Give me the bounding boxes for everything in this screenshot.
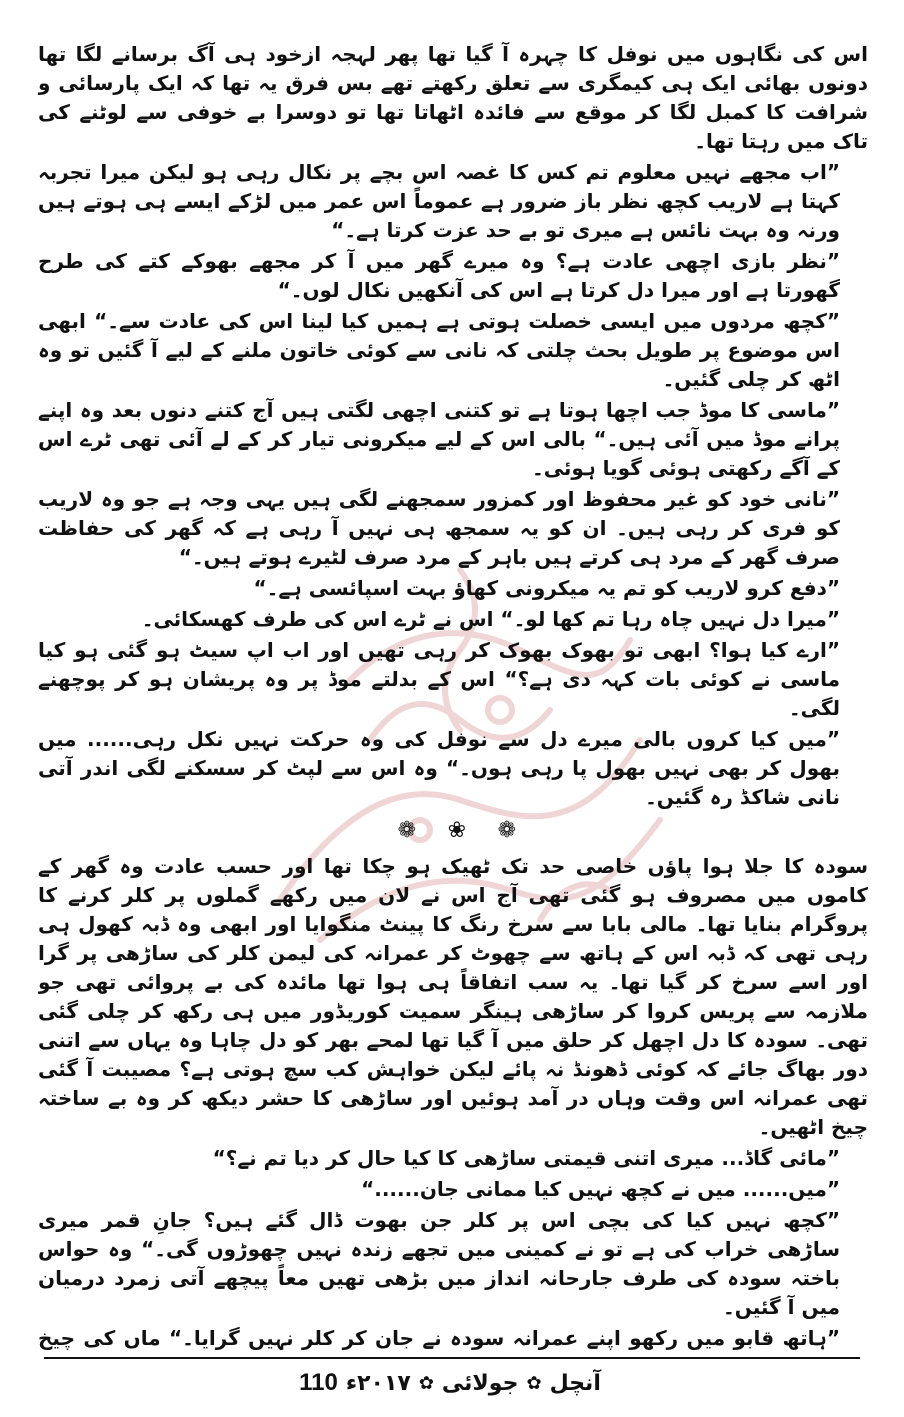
page-number: 110 — [299, 1369, 338, 1396]
paragraph: ”اب مجھے نہیں معلوم تم کس کا غصہ اس بچے پر نکال رہی ہو لیکن میرا تجربہ کہتا ہے لاریب کچھ نظر باز ضرور ہے عموماً اس عمر میں لڑکے ایسے ہی ہوتے ہیں ورنہ وہ بہت نائس ہے میری تو بے حد عزت کرتا ہے۔“ — [38, 160, 840, 242]
paragraph: ”میں کیا کروں بالی میرے دل سے نوفل کی وہ حرکت نہیں نکل رہی...... میں بھول کر بھی نہیں بھول پا رہی ہوں۔“ وہ اس سے لپٹ کر سسکنے لگی اندر آتی نانی شاکڈ رہ گئیں۔ — [38, 727, 840, 809]
paragraph: ”نانی خود کو غیر محفوظ اور کمزور سمجھنے لگی ہیں یہی وجہ ہے جو وہ لاریب کو فری کر رہی ہیں۔ ان کو یہ سمجھ ہی نہیں آ رہی ہے کہ گھر کی حفاظت صرف گھر کے مرد ہی کرتے ہیں باہر کے مرد صرف لٹیرے ہوتے ہیں۔“ — [38, 487, 840, 569]
flower-ornament-icon: ❁ — [497, 818, 516, 843]
paragraph: ”مائی گاڈ... میری اتنی قیمتی ساڑھی کا کیا حال کر دیا تم نے؟“ — [212, 1146, 840, 1170]
article-body — [38, 40, 868, 1355]
footer-rule — [44, 1357, 860, 1359]
paragraph: ”ماسی کا موڈ جب اچھا ہوتا ہے تو کتنی اچھی لگتی ہیں آج کتنے دنوں بعد وہ اپنے پرانے موڈ میں آئی ہیں۔“ بالی اس کے لیے میکرونی تیار کر کے لے آئی تھی ٹرے اس کے آگے رکھتی ہوئی گویا ہوئی۔ — [38, 398, 840, 480]
paragraph: اس کی نگاہوں میں نوفل کا چہرہ آ گیا تھا پھر لہجہ ازخود ہی آگ برسانے لگا تھا دونوں بھائی ایک ہی کیمگری سے تعلق رکھتے تھے بس فرق یہ تھا کہ ایک پارسائی و شرافت کا کمبل لگا کر موقع سے فائدہ اٹھاتا تھا تو دوسرا بے خوفی سے لوٹنے کی تاک میں رہتا تھا۔ — [38, 42, 868, 153]
paragraph: ”دفع کرو لاریب کو تم یہ میکرونی کھاؤ بہت اسپائسی ہے۔“ — [253, 576, 840, 600]
paragraph: سودہ کا جلا ہوا پاؤں خاصی حد تک ٹھیک ہو چکا تھا اور حسب عادت وہ گھر کے کاموں میں مصروف ہو گئی تھی آج اس نے لان میں رکھے گملوں پر کلر کرنے کا پروگرام بنایا تھا۔ مالی بابا سے سرخ رنگ کا پینٹ منگوایا اور ابھی وہ ڈبہ کھول ہی رہی تھی کہ ڈبہ اس کے ہاتھ سے چھوٹ کر عمرانہ کی لیمن کلر کی ساڑھی پر گرا اور اسے سرخ کر گیا تھا۔ یہ سب اتفاقاً ہی ہوا تھا مائدہ کی بے پروائی تھی جو ملازمہ سے پریس کروا کر ساڑھی ہینگر سمیت کوریڈور میں ہی رکھ کر چلی گئی تھی۔ سودہ کا دل اچھل کر حلق میں آ گیا تھا لمحے بھر کو دل چاہا وہ یہاں سے اتنی دور بھاگ جائے کہ کوئی ڈھونڈ نہ پائے لیکن خواہش کب سچ ہوتی ہے؟ مصیبت آ گئی تھی عمرانہ اس وقت وہاں در آمد ہوئیں اور ساڑھی کا حشر دیکھ کر وہ بے ساختہ چیخ اٹھیں۔ — [38, 854, 868, 1139]
paragraph: ”کچھ مردوں میں ایسی خصلت ہوتی ہے ہمیں کیا لینا اس کی عادت سے۔“ ابھی اس موضوع پر طویل بحث چلتی کہ نانی سے کوئی خاتون ملنے کے لیے آ گئیں تو وہ اٹھ کر چلی گئیں۔ — [38, 309, 840, 391]
paragraph: ”ہاتھ قابو میں رکھو اپنے عمرانہ سودہ نے جان کر کلر نہیں گرایا۔“ ماں کی چیخ — [38, 1326, 840, 1350]
paragraph: ”میرا دل نہیں چاہ رہا تم کھا لو۔“ اس نے ٹرے اس کی طرف کھسکائی۔ — [141, 607, 840, 631]
section-break-ornament — [38, 818, 868, 844]
flower-ornament-icon: ❀ — [447, 818, 466, 843]
page-footer — [240, 1366, 660, 1400]
paragraph: ”ارے کیا ہوا؟ ابھی تو بھوک بھوک کر رہی تھیں اور اب اپ سیٹ ہو گئی ہو کیا ماسی نے کوئی بات کہہ دی ہے؟“ اس کے بدلتے موڈ پر وہ پریشان ہو کر پوچھنے لگی۔ — [38, 638, 840, 720]
magazine-name: آنچل — [549, 1370, 601, 1396]
footer-month: جولائی — [441, 1370, 519, 1396]
flower-icon: ✿ — [418, 1372, 434, 1394]
flower-icon: ✿ — [526, 1372, 542, 1394]
paragraph: ”نظر بازی اچھی عادت ہے؟ وہ میرے گھر میں آ کر مجھے بھوکے کتے کی طرح گھورتا ہے اور میرا دل کرتا ہے اس کی آنکھیں نکال لوں۔“ — [38, 249, 840, 302]
paragraph: ”میں...... میں نے کچھ نہیں کیا ممانی جان......“ — [361, 1177, 840, 1201]
paragraph: ”کچھ نہیں کیا کی بچی اس پر کلر جن بھوت ڈال گئے ہیں؟ جانِ قمر میری ساڑھی خراب کی ہے تو نے کمینی میں تجھے زندہ نہیں چھوڑوں گی۔“ وہ حواس باختہ سودہ کی طرف جارحانہ انداز میں بڑھی تھیں معاً پیچھے آتی زمرد درمیان میں آ گئیں۔ — [38, 1208, 840, 1319]
footer-year: ۲۰۱۷ء — [345, 1370, 411, 1396]
flower-ornament-icon: ❁ — [397, 818, 416, 843]
